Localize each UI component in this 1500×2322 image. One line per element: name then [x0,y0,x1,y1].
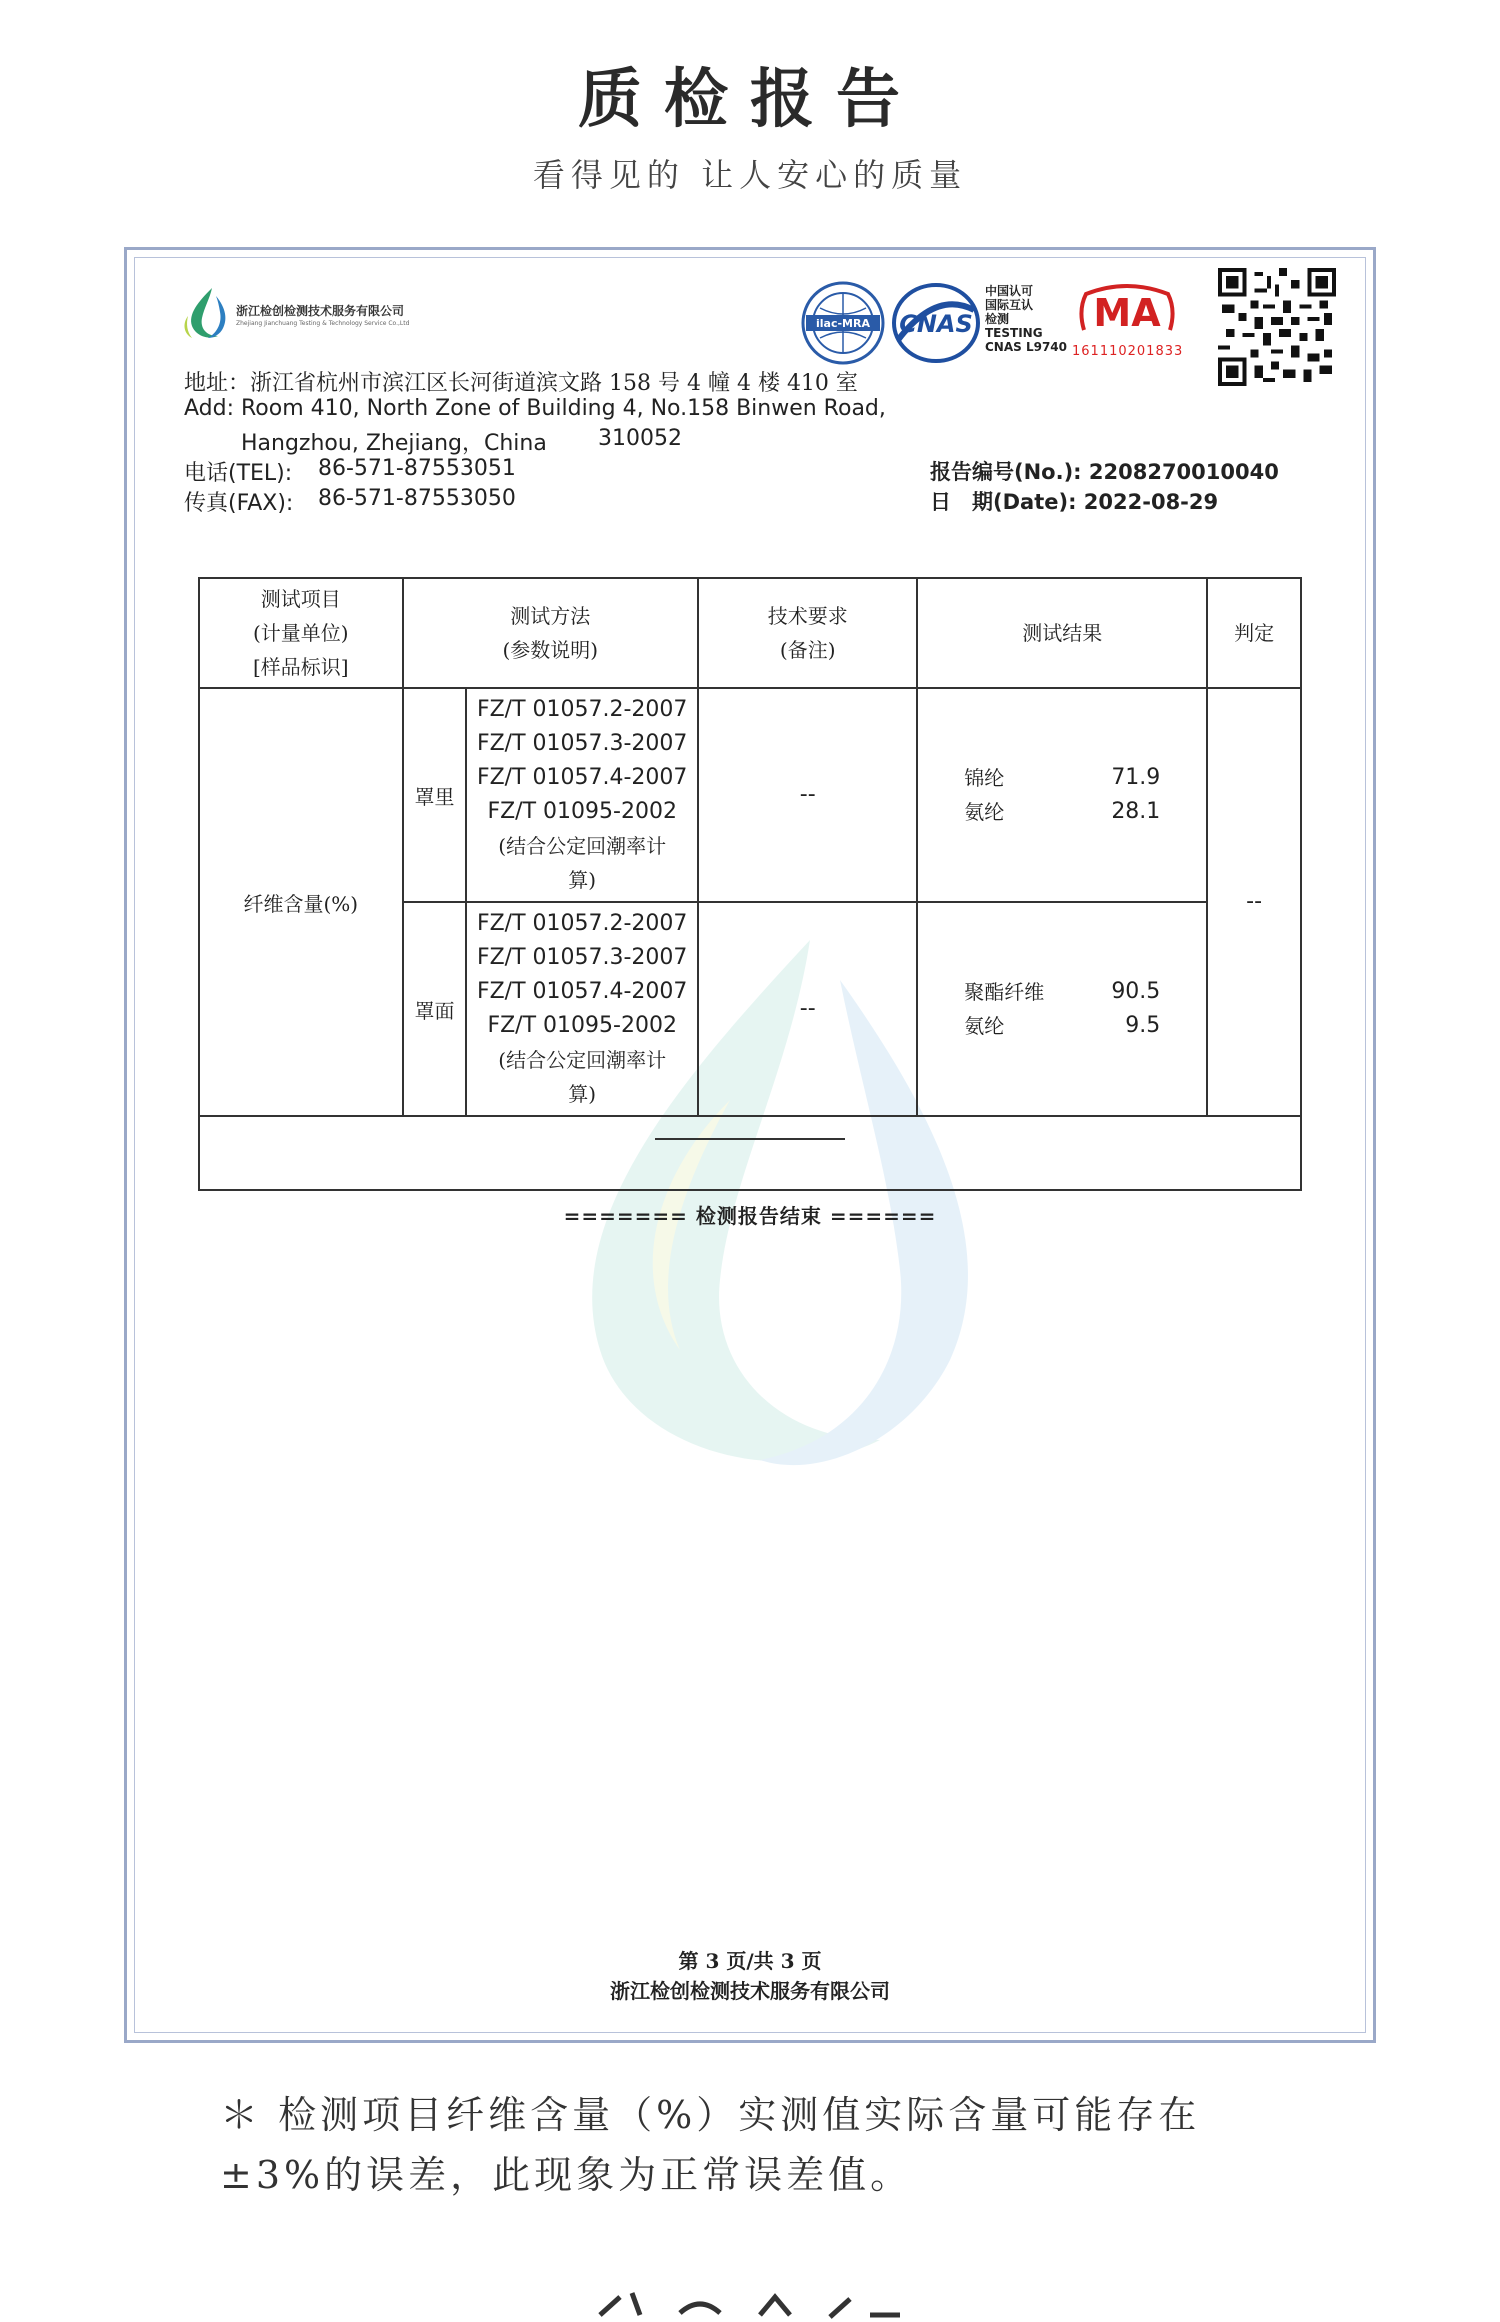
next-section-title-fragment [560,2285,940,2322]
address-cn: 地址：浙江省杭州市滨江区长河街道滨文路 158 号 4 幢 4 楼 410 室 [184,371,858,396]
cnas-line-4: TESTING [985,326,1043,340]
report-number: 报告编号(No.): 2208270010040 [930,460,1279,484]
page-number: 第 3 页/共 3 页 [678,1949,822,1973]
page-title: 质检报告 [578,62,922,137]
company-name: 浙江检创检测技术服务有限公司 [236,304,405,318]
company-name-en: Zhejiang Jianchuang Testing & Technology Service Co.,Ltd [236,320,410,327]
table-header-row [199,578,1301,688]
requirement-value: -- [698,688,917,902]
cnas-line-1: 中国认可 [985,284,1034,298]
ma-number: 161110201833 [1072,344,1184,359]
result-cell [917,688,1207,902]
sample-part: 罩里 [403,688,467,902]
result-cell [917,902,1207,1116]
address-en-line-1: Add: Room 410, North Zone of Building 4, No.158 Binwen Road, [184,396,886,421]
cnas-line-3: 检测 [985,312,1010,326]
footer-rule [655,1138,845,1140]
item-label: 纤维含量(%) [199,688,403,1116]
tel-value: 86-571-87553051 [318,456,516,481]
header-test-method: 测试方法 (参数说明) [403,578,698,688]
method-list: FZ/T 01057.2-2007 FZ/T 01057.3-2007 FZ/T 01057.4-2007 FZ/T 01095-2002 (结合公定回潮率计 算) [466,688,698,902]
disclaimer-note: ＊ 检测项目纤维含量（%）实测值实际含量可能存在 ±3%的误差，此现象为正常误差值。 [220,2093,1201,2197]
report-end-text: ======= 检测报告结束 ====== [563,1204,937,1228]
result-line: 聚酯纤维 90.5 [964,979,1161,1004]
result-line: 锦纶 71.9 [964,765,1161,790]
test-results-table [198,577,1302,1191]
svg-text:MA: MA [1093,291,1161,335]
fax-value: 86-571-87553050 [318,486,516,511]
result-line: 氨纶 9.5 [964,1013,1161,1038]
result-line: 氨纶 28.1 [964,799,1161,824]
table-footer-row [199,1116,1301,1190]
cnas-accreditation-text [985,284,1067,354]
header-requirement: 技术要求 (备注) [698,578,917,688]
page-subtitle: 看得见的 让人安心的质量 [532,156,968,194]
method-list: FZ/T 01057.2-2007 FZ/T 01057.3-2007 FZ/T 01057.4-2007 FZ/T 01095-2002 (结合公定回潮率计 算) [466,902,698,1116]
cma-badge-icon [1072,280,1182,340]
judgement-value: -- [1207,688,1301,1116]
header-test-item: 测试项目 (计量单位) [样品标识] [199,578,403,688]
table-footer-cell [199,1116,1301,1190]
fax-label: 传真(FAX): [184,491,294,516]
cnas-line-5: CNAS L9740 [985,340,1068,354]
svg-text:ilac-MRA: ilac-MRA [816,317,870,330]
table-row [199,688,1301,902]
company-logo-icon [178,286,230,342]
ilac-mra-badge-icon [800,280,886,366]
header-judgement: 判定 [1207,578,1301,688]
requirement-value: -- [698,902,917,1116]
postcode: 310052 [598,426,682,451]
svg-text:CNAS: CNAS [899,310,973,338]
qr-code-icon [1218,268,1336,386]
footer-company: 浙江检创检测技术服务有限公司 [610,1979,890,2003]
address-en-line-2: Hangzhou, Zhejiang，China [241,431,547,456]
report-date: 日 期(Date): 2022-08-29 [930,490,1219,514]
cnas-badge-icon [890,280,982,366]
cnas-line-2: 国际互认 [985,298,1034,312]
sample-part: 罩面 [403,902,467,1116]
tel-label: 电话(TEL): [184,461,293,486]
header-test-result: 测试结果 [917,578,1207,688]
